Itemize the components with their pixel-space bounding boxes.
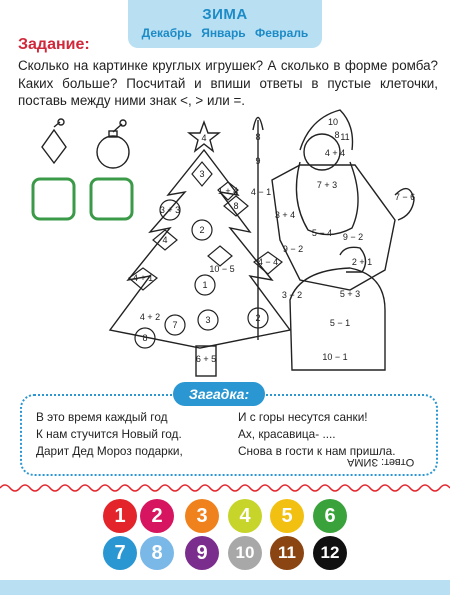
- tree-expr: 1: [202, 280, 208, 290]
- santa-expr: 2 + 1: [351, 257, 373, 267]
- riddle-answer: Ответ: ЗИМА: [347, 456, 415, 468]
- santa-expr: 5 − 1: [329, 318, 351, 328]
- color-circle-5: 5: [270, 499, 304, 533]
- month-january: Январь: [201, 26, 246, 40]
- santa-expr: 5 + 3: [339, 289, 361, 299]
- answer-box-diamond[interactable]: [91, 179, 132, 219]
- santa-expr: 3 + 4: [274, 210, 296, 220]
- tree-expr: 10 − 5: [209, 264, 235, 274]
- riddle-line: Снова в гости к нам пришла.: [238, 444, 396, 458]
- santa-expr: 7 − 6: [394, 192, 416, 202]
- task-label: Задание:: [18, 36, 90, 53]
- wavy-divider: [0, 482, 450, 494]
- riddle-line: И с горы несутся санки!: [238, 410, 368, 424]
- month-february: Февраль: [255, 26, 309, 40]
- color-circle-3: 3: [185, 499, 219, 533]
- answer-box-round[interactable]: [33, 179, 74, 219]
- santa-expr: 5 − 4: [311, 228, 333, 238]
- santa-expr: 8: [334, 130, 340, 140]
- tree-expr: 8: [142, 333, 148, 343]
- christmas-tree: [110, 122, 290, 376]
- tree-expr: 4: [162, 235, 168, 245]
- color-circle-9: 9: [185, 536, 219, 570]
- santa-expr: 10: [327, 117, 339, 127]
- color-circle-2: 2: [140, 499, 174, 533]
- santa-expr: 11: [340, 132, 350, 142]
- riddle-line: Ах, красавица- ....: [238, 427, 336, 441]
- task-text: Сколько на картинке круглых игрушек? А сколько в форме ромба? Каких больше? Посчитай и впиши ответы в пустые клеточки, поставь между ними знак <, > или =.: [18, 58, 438, 108]
- riddle-line: В это время каждый год: [36, 410, 168, 424]
- santa-expr: 7 + 3: [316, 180, 338, 190]
- riddle-title: Загадка:: [173, 382, 265, 406]
- tree-expr: 3: [199, 169, 205, 179]
- riddle-line: Дарит Дед Мороз подарки,: [36, 444, 183, 458]
- tree-expr: 4 − 1: [250, 187, 272, 197]
- color-circle-1: 1: [103, 499, 137, 533]
- santa-expr: 9 − 2: [342, 232, 364, 242]
- tree-expr: 2: [255, 313, 261, 323]
- riddle-line: К нам стучится Новый год.: [36, 427, 182, 441]
- color-circle-6: 6: [313, 499, 347, 533]
- diamond-ornament-icon: [42, 119, 66, 163]
- santa-expr: 9 − 2: [282, 244, 304, 254]
- color-circle-4: 4: [228, 499, 262, 533]
- tree-expr: 7: [172, 320, 178, 330]
- santa-expr: 10 − 1: [322, 352, 348, 362]
- color-circle-12: 12: [313, 536, 347, 570]
- tree-expr: 8: [233, 201, 239, 211]
- color-circle-7: 7: [103, 536, 137, 570]
- tree-expr: 4 + 2: [139, 312, 161, 322]
- tree-expr: 4: [201, 133, 207, 143]
- color-circle-11: 11: [270, 536, 304, 570]
- round-ornament-icon: [97, 120, 129, 168]
- color-circle-8: 8: [140, 536, 174, 570]
- color-circle-10: 10: [228, 536, 262, 570]
- tree-expr: 9: [255, 156, 261, 166]
- season-title: ЗИМА: [202, 6, 248, 23]
- tree-expr: 3: [205, 315, 211, 325]
- tree-expr: 1 + 4: [217, 186, 239, 196]
- tree-expr: 6 + 5: [195, 354, 217, 364]
- month-december: Декабрь: [141, 26, 192, 40]
- tree-expr: 2: [199, 225, 205, 235]
- tree-expr: 8: [255, 132, 261, 142]
- tree-expr: 4 − 4: [257, 257, 279, 267]
- tree-expr: 3 + 3: [159, 205, 181, 215]
- footer-strip: [0, 580, 450, 595]
- santa-expr: 3 − 2: [281, 290, 303, 300]
- santa-expr: 4 + 4: [324, 148, 346, 158]
- tree-expr: 4 + 1: [132, 273, 154, 283]
